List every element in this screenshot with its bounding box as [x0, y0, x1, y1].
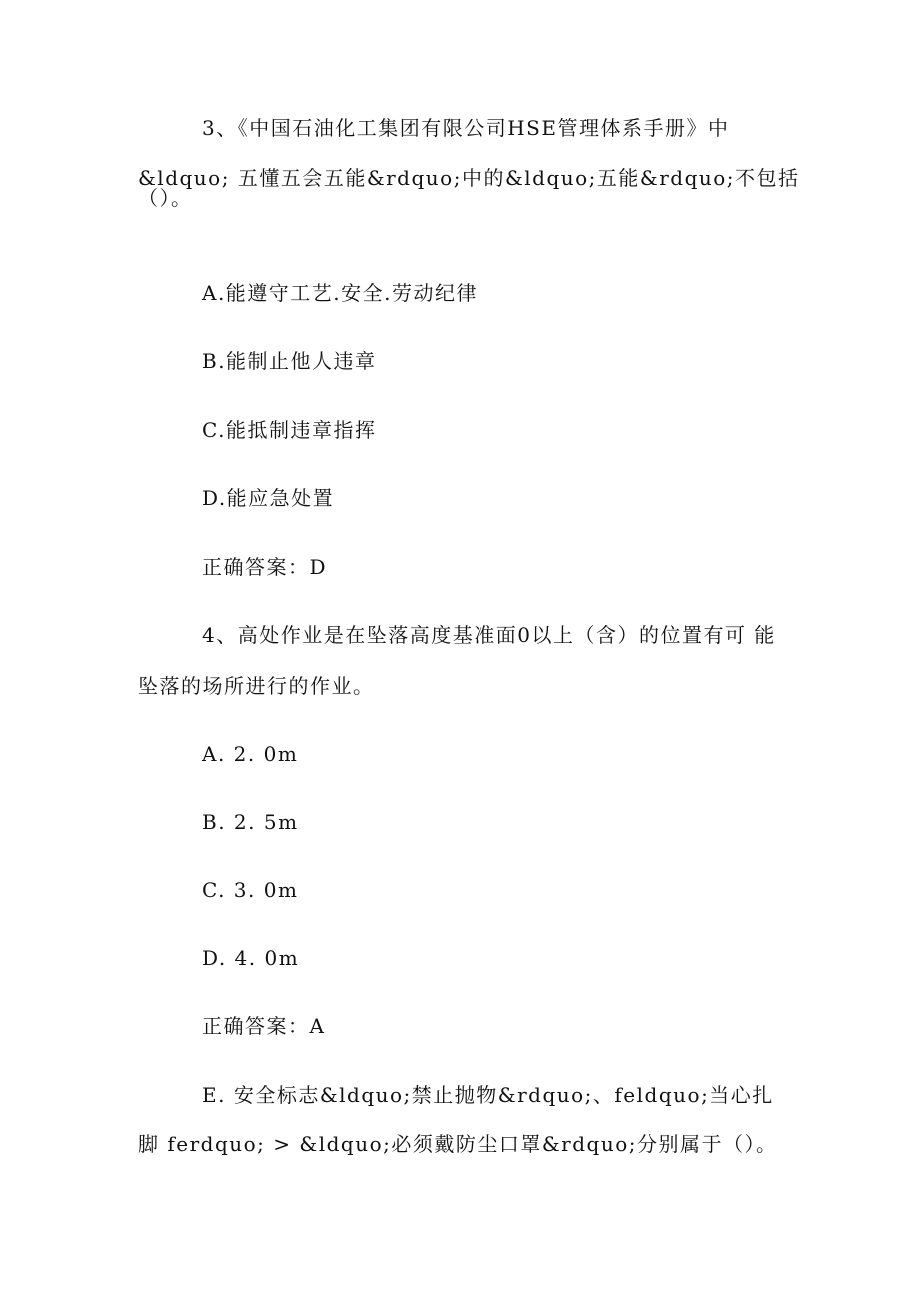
question-3-option-a: A.能遵守工艺.安全.劳动纪律	[202, 281, 479, 305]
question-4-option-c: C. 3. 0m	[202, 878, 299, 902]
question-4-option-b: B. 2. 5m	[202, 810, 299, 834]
question-3-stem-line-2: &ldquo; 五懂五会五能&rdquo;中的&ldquo;五能&rdquo;不包括	[138, 166, 800, 190]
question-3-stem-line-1: 3、《中国石油化工集团有限公司HSE管理体系手册》中	[202, 116, 730, 140]
question-3-option-b: B.能制止他人违章	[202, 349, 377, 373]
question-3-answer: 正确答案：D	[202, 555, 328, 579]
question-e-stem-line-1: E. 安全标志&ldquo;禁止抛物&rdquo;、feldquo;当心扎	[202, 1083, 774, 1107]
question-4-option-a: A. 2. 0m	[202, 742, 299, 766]
question-4-option-d: D. 4. 0m	[202, 946, 300, 970]
question-3-stem-line-3: （）。	[138, 186, 193, 210]
question-3-option-c: C.能抵制违章指挥	[202, 418, 377, 442]
question-4-answer: 正确答案：A	[202, 1014, 326, 1038]
question-3-option-d: D.能应急处置	[202, 486, 335, 510]
question-4-stem-line-1: 4、高处作业是在坠落高度基准面0以上（含）的位置有可 能	[202, 623, 776, 647]
question-e-stem-line-2: 脚 ferdquo; > &ldquo;必须戴防尘口罩&rdquo;分别属于（）。	[138, 1132, 778, 1156]
question-4-stem-line-2: 坠落的场所进行的作业。	[138, 674, 375, 698]
